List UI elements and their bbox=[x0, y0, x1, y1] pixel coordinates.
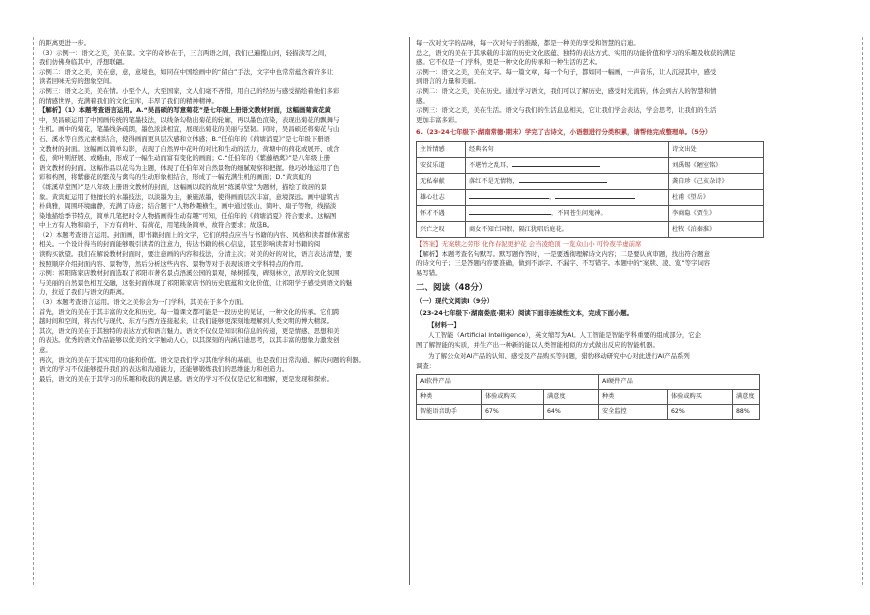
quote-text: ， bbox=[549, 194, 556, 202]
text-line: （3）示例一：语文之美，美在景。文字的奇妙在于，三言两语之间，我们已遍揽山河，轻描淡写之间， bbox=[39, 48, 331, 57]
theme-cell: 安贫乐道 bbox=[417, 157, 466, 173]
text-line: 力，拉近了我们与语文的距离。 bbox=[39, 288, 129, 297]
material-line: 图了解智能的实质，并生产出一种新的能以人类智能相似的方式做出反应的智能机器。 bbox=[416, 341, 659, 350]
text-line: 朴典雅，周围环境幽静，充满了诗意；结合题干“人物秒趣横生，画中通过张山、简叶、扇子等物，线描淡 bbox=[39, 202, 337, 211]
quote-cell[interactable] bbox=[466, 189, 669, 205]
answer-line bbox=[416, 240, 768, 250]
quote-cell[interactable] bbox=[466, 173, 669, 189]
quote-text: ，不同苍生问鬼神。 bbox=[551, 210, 607, 218]
text-line: 示例：祁阳陈家店教材封面选取了祁阳市著名景点浯溪公园的景观，绿树摇曳，碑刻林立，浓厚的文化氛围 bbox=[39, 269, 340, 278]
text-line: 示例二：语文之美，美在意，意，意境也，如同在中国绘画中的“留白”手法，文字中也常常蕴含着许多让 bbox=[39, 67, 334, 76]
text-line: 【解析】（1）本题考查语言运用。A.“吴昌硕的写意菊花”是七年级上册语文教材封面，这幅画菊黄花黄 bbox=[39, 106, 331, 115]
quote-cell[interactable] bbox=[466, 157, 669, 173]
source-cell: 杜甫《望岳》 bbox=[669, 189, 764, 205]
fill-blank[interactable] bbox=[555, 192, 635, 199]
text-line: 更加丰富多彩。 bbox=[416, 115, 461, 124]
quote-cell[interactable] bbox=[466, 221, 669, 237]
table-cell: 安全监控 bbox=[599, 404, 668, 419]
text-line: （3）本题考查语言运用。语文之美你会为一门学科，其美在于多个方面。 bbox=[39, 298, 248, 307]
text-line: 相关。一个设计得当的封面能够吸引读者的注意力，传达书籍的核心信息，甚至影响读者对书籍的阅 bbox=[39, 240, 321, 249]
theme-cell: 无私奉献 bbox=[417, 173, 466, 189]
text-line: 越时间和空间，将古代与现代、东方与西方连接起来，让我们能够更深刻地理解到人类文明的博大精深。 bbox=[39, 317, 333, 326]
text-line: 读购买欲望。我们在解说教材封面时，要注意画的内容和技法，分清主次；对美的好的对比，语言表达清楚，要 bbox=[39, 250, 353, 259]
text-line: 首先，语文的美在于其丰富的文化和历史。每一篇课文都可能是一段历史的见证，一种文化的传承。它们跨 bbox=[39, 307, 340, 316]
material-text bbox=[416, 330, 768, 371]
table-row bbox=[417, 205, 764, 221]
text-line: 我们仿佛身临其中，浮想联翩。 bbox=[39, 58, 129, 67]
group-header-row bbox=[417, 374, 760, 389]
table-row bbox=[417, 157, 764, 173]
column-divider bbox=[409, 37, 410, 585]
group-hardware: AI硬件产品 bbox=[599, 374, 760, 389]
poem-classification-table bbox=[416, 141, 764, 238]
question-6-prompt: 6.（23-24七年级下·湖南常德·期末）学完了古诗文，小语想进行分类积累，请帮他完成整理单。（5分） bbox=[416, 128, 712, 137]
left-column bbox=[39, 39, 401, 384]
source-cell: 刘禹锡《陋室铭》 bbox=[669, 157, 764, 173]
table-cell: 67% bbox=[482, 404, 544, 419]
source-cell: 李商隐《贾生》 bbox=[669, 205, 764, 221]
material-line: 人工智能（Artificial Intelligence），英文缩写为AI。人工智能是智能学科重要的组成部分，它企 bbox=[428, 331, 702, 340]
fill-blank[interactable] bbox=[469, 208, 551, 215]
text-line: 再次，语文的美在于其实用的功能和价值。语文是我们学习其他学科的基础，也是我们日常沟通、解决问题的利器。 bbox=[39, 355, 365, 364]
section-title: 二、阅读（48分） bbox=[416, 283, 488, 294]
table-header-row bbox=[417, 141, 764, 157]
text-line: 的表达。优秀的语文作品能够以优美的文字触动人心，以其深刻的内涵启迪思考，以其丰富的想象力激发创 bbox=[39, 336, 340, 345]
theme-cell: 怀才不遇 bbox=[417, 205, 466, 221]
passage-intro: （23-24七年级下·湖南娄底·期末）阅读下面非连续性文本，完成下面小题。 bbox=[416, 308, 634, 317]
quote-cell[interactable] bbox=[466, 205, 669, 221]
text-line: 示例三：语文之美，美在情。小至个人，大至国家，文人们毫不吝惜，用自己的经历与感受描绘着他们多彩 bbox=[39, 86, 340, 95]
col-header: 体验或购买 bbox=[482, 389, 544, 404]
ai-survey-table bbox=[416, 374, 760, 420]
text-line: 其次，语文的美在于其独特的表达方式和语言魅力。语文不仅仅是知识和信息的传递，更是情感、思想和美 bbox=[39, 326, 340, 335]
text-line: 与美丽的自然景色相互交融，这张封面体现了祁阳陈家店书的历史底蕴和文化价值，让祁阳学子感受到语文的魅 bbox=[39, 278, 353, 287]
header-quote: 经典名句 bbox=[466, 141, 669, 157]
text-line: 感。 bbox=[416, 96, 429, 105]
col-header: 种类 bbox=[599, 389, 668, 404]
text-line: 语文教材的封面。这幅作品以花鸟为主题，体现了任伯年对自然景物的细腻观察和把握。他巧妙地运用了色 bbox=[39, 163, 340, 172]
text-line: 最后，语文的美在于其学习的乐趣和收获的满足感。语文的学习不仅仅是记忆和理解，更是发现和探索。 bbox=[39, 374, 333, 383]
theme-cell: 兴亡之叹 bbox=[417, 221, 466, 237]
text-line: 生机。画中的菊花，笔墨线条疏朗，墨色浓淡相宜，展现出菊花的美丽与坚韧。同时，吴昌硕还将菊花与山 bbox=[39, 125, 340, 134]
quote-text: 不堪竹之乱耳， bbox=[469, 162, 513, 170]
text-line: 的距离更进一步。 bbox=[39, 39, 91, 47]
right-margin-border bbox=[862, 37, 864, 585]
col-header: 种类 bbox=[417, 389, 482, 404]
table-cell: 智能语音助手 bbox=[417, 404, 482, 419]
fill-blank[interactable] bbox=[512, 160, 600, 167]
analysis-line: 的诗文句子；三是答题内容要准确，做到不添字、不漏字、不写错字。本题中的“案牍、凌、览”等字词容 bbox=[416, 259, 711, 268]
table-cell: 88% bbox=[733, 404, 760, 419]
text-line: 每一次对文字的品味，每一次对句子的推敲，都是一种美的享受和智慧的启迪。 bbox=[416, 39, 640, 47]
text-line: 《练溪草堂图》”是八年级上册语文教材的封面，这幅画以皖的故居“练溪草堂”为题材，描绘了故居的景 bbox=[39, 182, 327, 191]
left-margin-border bbox=[33, 37, 35, 585]
text-line: 中上方有人物和扇子，下方有荷叶、有荷花，用笔线条简单，故符合要求；故选B。 bbox=[39, 221, 274, 230]
text-line: 象。黄宾虹运用了他擅长的水墨技法，以淡墨为主，兼施浓墨，使得画面层次丰富，意境深远。画中建筑古 bbox=[39, 192, 340, 201]
text-line: 语文的学习不仅能够提升我们的表达和沟通能力，还能够锻炼我们的思维能力和创造力。 bbox=[39, 365, 289, 374]
theme-cell: 雄心壮志 bbox=[417, 189, 466, 205]
fill-blank[interactable] bbox=[469, 192, 549, 199]
text-line: 彩和构图，将紫藤花的繁茂与禽鸟的生动形象相结合，形成了一幅充满生机的画面；D.“黄宾虹的 bbox=[39, 173, 312, 182]
text-line: 示例三：语文之美，美在生活。语文与我们的生活息息相关，它让我们学会表达，学会思考，让我们的生活 bbox=[416, 106, 717, 115]
text-line: 感。它不仅是一门学科，更是一种文化的传承和一种生活的艺术。 bbox=[416, 58, 602, 67]
analysis-line: 易写错。 bbox=[416, 268, 442, 277]
answer-label: 【答案】 bbox=[416, 239, 442, 248]
col-header: 体验或购买 bbox=[668, 389, 733, 404]
table-row bbox=[417, 173, 764, 189]
material-line: 调查： bbox=[416, 361, 436, 370]
text-line: 读者回味无穷的想象空间。 bbox=[39, 77, 116, 86]
quote-text: 商女不知亡国恨，隔江犹唱后庭花。 bbox=[469, 225, 568, 233]
right-column bbox=[416, 39, 768, 420]
table-row bbox=[417, 404, 760, 419]
material-line: 为了解公众对AI产品的认知、感受及产品购买等问题，猎豹移动研究中心对此进行AI产品系列 bbox=[428, 351, 690, 360]
text-line: 示例二：语文之美，美在历史。通过学习语文，我们可以了解历史，感受时光流转，体会到古人的智慧和情 bbox=[416, 86, 717, 95]
subsection-title: （一）现代文阅读Ⅰ（9分） bbox=[416, 297, 494, 306]
analysis-block bbox=[416, 250, 768, 279]
fill-blank[interactable] bbox=[519, 176, 607, 183]
analysis-line: 【解析】本题考查名句默写。默写题作答时，一是要透彻理解诗文内容；二是要认真审题，找出符合题意 bbox=[416, 249, 710, 258]
quote-text: 落红不是无情物， bbox=[469, 178, 519, 186]
header-theme: 主旨情感 bbox=[417, 141, 466, 157]
group-software: AI软件产品 bbox=[417, 374, 599, 389]
column-header-row bbox=[417, 389, 760, 404]
text-line: 石、溪水等自然元素相结合，使得画面更具层次感和立体感；B.“任伯年的《荷塘消夏》”是七年级下册语 bbox=[39, 134, 331, 143]
text-line: 示例一：语文之美，美在文字。每一篇文章，每一个句子，都如同一幅画，一声音乐，让人沉浸其中，感受 bbox=[416, 67, 717, 76]
material-label: 【材料一】 bbox=[428, 320, 460, 329]
text-line: 中，吴昌硕运用了中国画传统的笔墨技法，以线条勾勒出菊花的轮廓，再以墨色渲染，表现出菊花的飘舞与 bbox=[39, 115, 340, 124]
text-line: 总之，语文的美在于其承载的丰富的历史文化底蕴、独特的表达方式、实用的功能价值和学习的乐趣及收获的满足 bbox=[416, 48, 736, 57]
text-line: （2）本题考查语言运用。封面画，即书籍封面上的文字，它们的特点应当与书籍的内容、风格和读者群体紧密 bbox=[39, 230, 350, 239]
table-cell: 64% bbox=[544, 404, 599, 419]
text-line: 的情感世界，充满着我们的文化宝库，丰厚了我们的精神精神。 bbox=[39, 96, 218, 105]
source-cell: 龚自珍《己亥杂诗》 bbox=[669, 173, 764, 189]
header-source: 诗文出处 bbox=[669, 141, 764, 157]
text-line: 染地描绘季节特点，简单几笔把时令人物描画得生动有趣”可知，任伯年的《荷塘消夏》符合要求。这幅图 bbox=[39, 211, 337, 220]
answer-examples-block bbox=[416, 39, 768, 125]
text-line: 文教材的封面。这幅画以简单勾影，表现了自然界中花叶的对比和生动的活力，荷塘中的荷花或展开、或含 bbox=[39, 144, 340, 153]
text-line: 苞，荷叶则舒展、或蜷曲，形成了一幅生动而富有变化的画面；C.“任伯年的《紫藤栖禽》”是八年级上册 bbox=[39, 154, 331, 163]
col-header: 满意度 bbox=[733, 389, 760, 404]
text-line: 到语言的力量和美丽。 bbox=[416, 77, 480, 86]
source-cell: 杜牧《泊秦淮》 bbox=[669, 221, 764, 237]
table-cell: 62% bbox=[668, 404, 733, 419]
table-row bbox=[417, 189, 764, 205]
text-line: 意。 bbox=[39, 346, 52, 354]
table-row bbox=[417, 221, 764, 237]
answer-text: 无案牍之劳形 化作春泥更护花 会当凌绝顶 一览众山小 可怜夜半虚前席 bbox=[441, 239, 642, 248]
text-line: 按照顺序介绍封面内容、景物等，然后分析这些内容、景物等对于表现该语文学科特点的作用。 bbox=[39, 259, 308, 268]
col-header: 满意度 bbox=[544, 389, 599, 404]
